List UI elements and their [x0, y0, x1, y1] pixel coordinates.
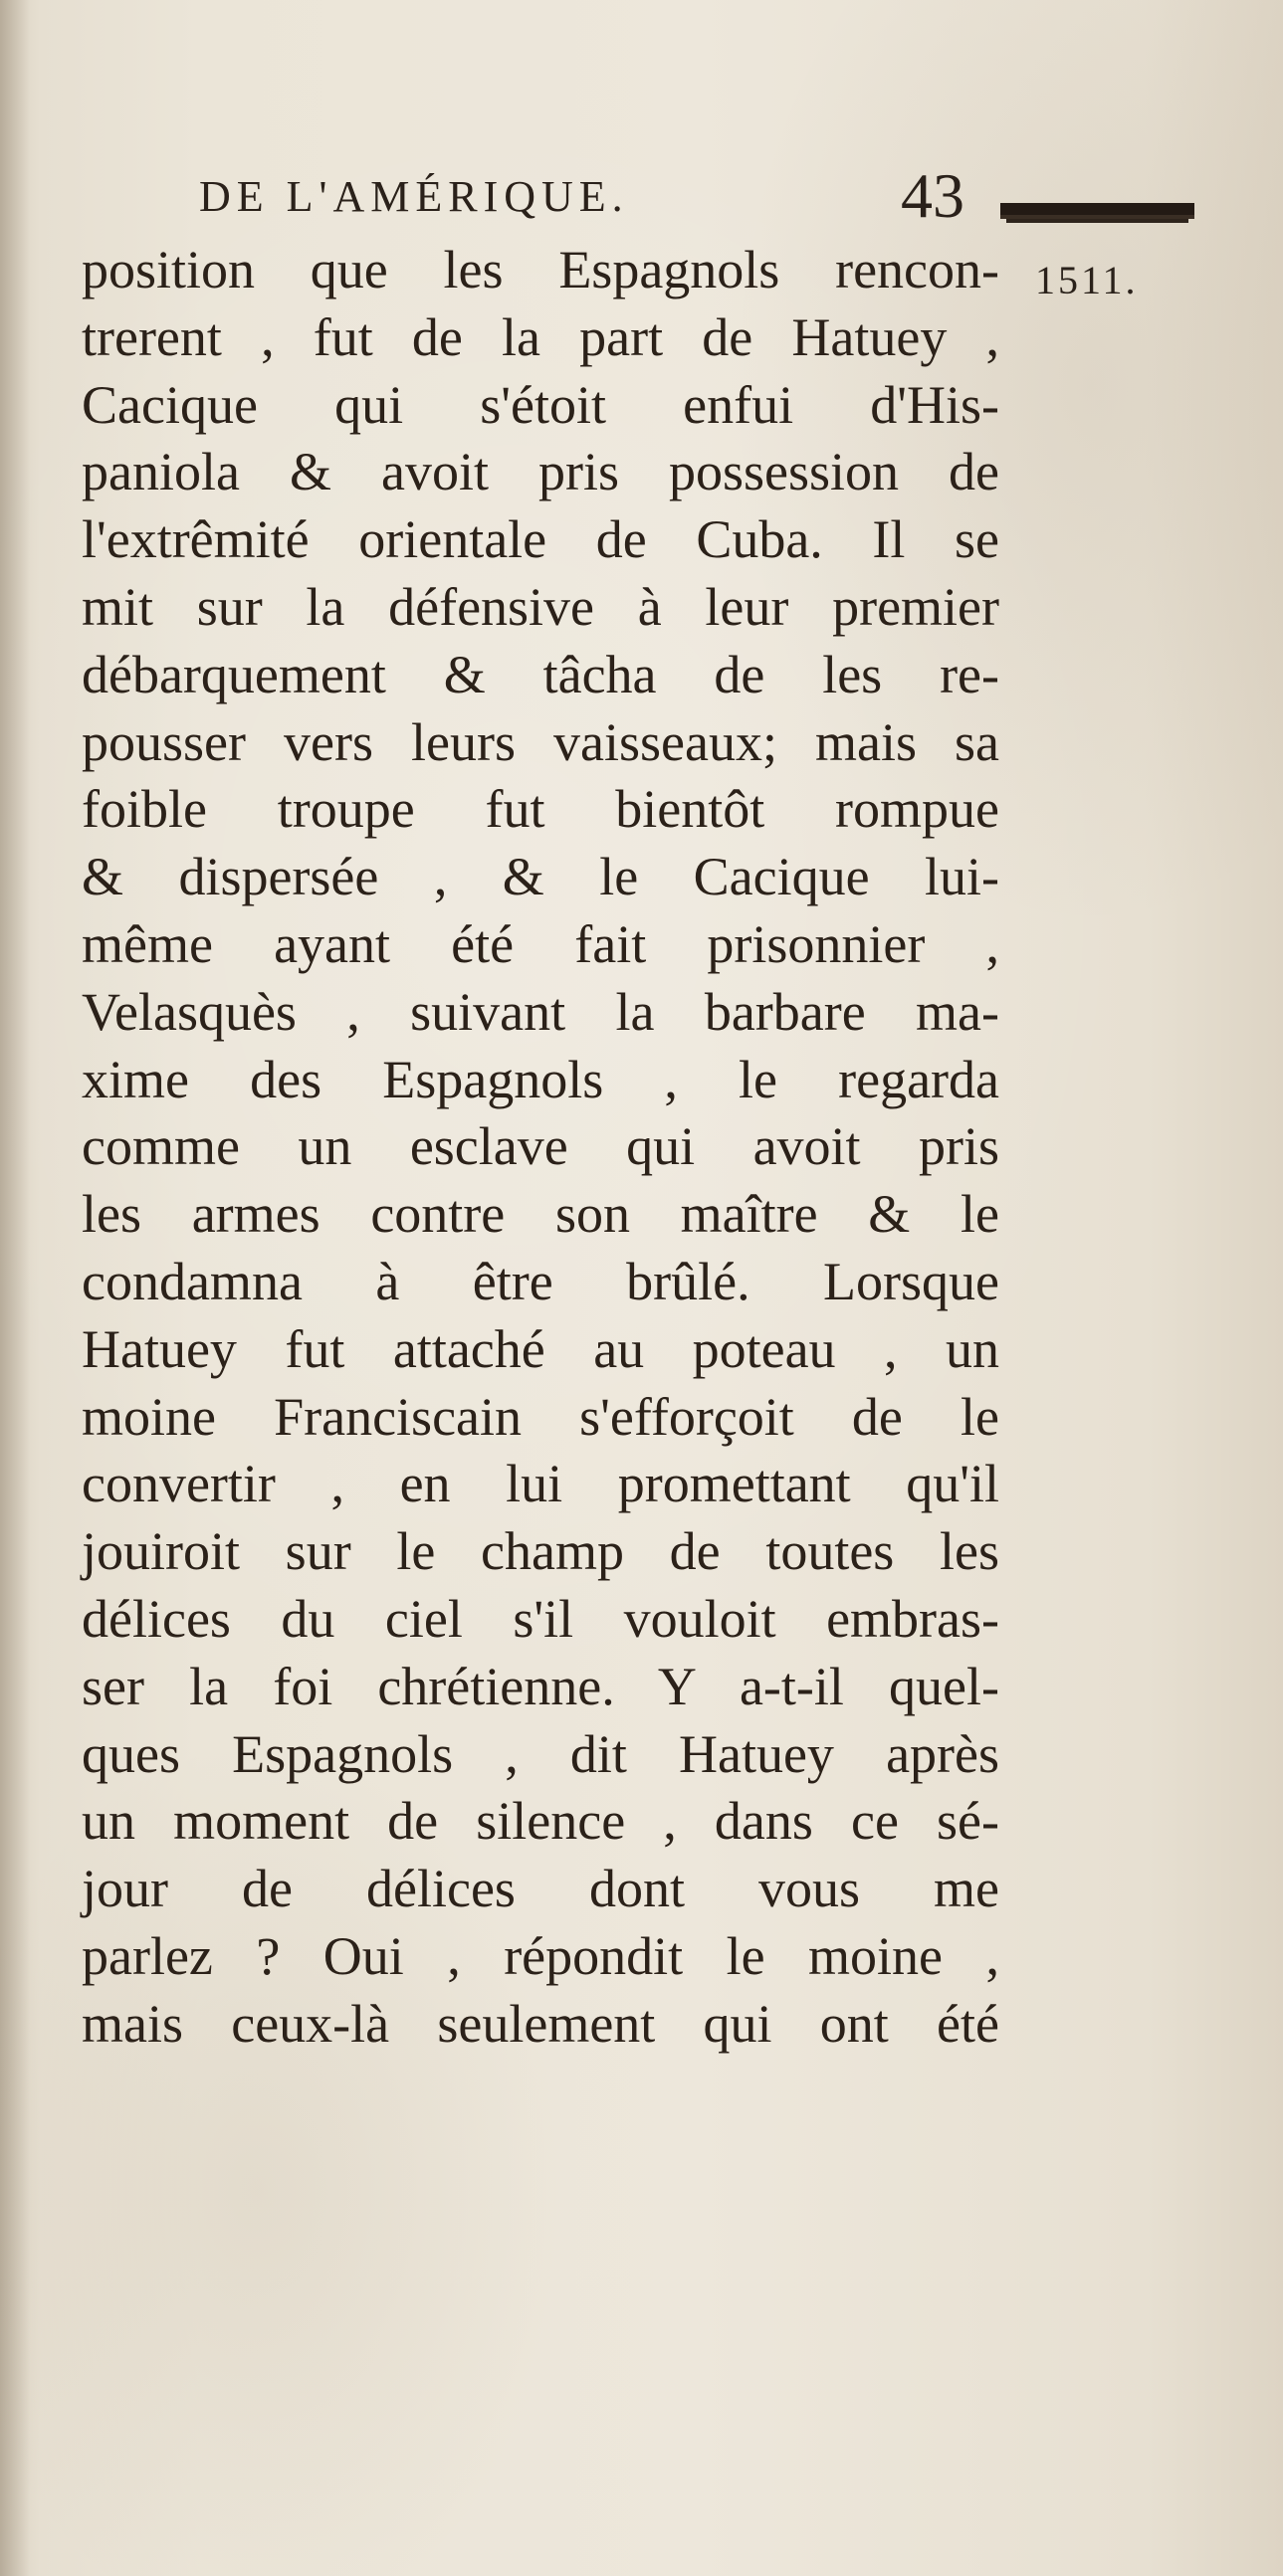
text-line: l'extrêmité orientale de Cuba. Il se	[82, 509, 999, 570]
text-line: parlez ? Oui , répondit le moine ,	[82, 1925, 999, 1986]
text-line: position que les Espagnols rencon-	[82, 240, 999, 299]
text-line: même ayant été fait prisonnier ,	[82, 913, 999, 974]
page-header	[199, 159, 1194, 229]
running-head: DE L'AMÉRIQUE.	[199, 172, 629, 221]
text-line: un moment de silence , dans ce sé-	[82, 1791, 999, 1852]
text-line: foible troupe fut bientôt rompue	[82, 779, 999, 840]
text-line: condamna à être brûlé. Lorsque	[82, 1251, 999, 1311]
text-line: Velasquès , suivant la barbare ma-	[82, 981, 999, 1042]
text-line: jouiroit sur le champ de toutes les	[82, 1521, 999, 1582]
text-line: les armes contre son maître & le	[82, 1184, 999, 1245]
text-line: moine Franciscain s'efforçoit de le	[82, 1386, 999, 1447]
header-rule	[1000, 203, 1194, 219]
text-line: convertir , en lui promettant qu'il	[82, 1454, 999, 1514]
text-line: & dispersée , & le Cacique lui-	[82, 847, 999, 907]
text-line: trerent , fut de la part de Hatuey ,	[82, 306, 999, 367]
text-line: ques Espagnols , dit Hatuey après	[82, 1723, 999, 1784]
margin-year-note: 1511.	[1035, 258, 1139, 302]
gutter-shadow	[0, 0, 30, 2576]
text-line: mit sur la défensive à leur premier	[82, 576, 999, 637]
text-line: pousser vers leurs vaisseaux; mais sa	[82, 711, 999, 772]
text-line: mais ceux-là seulement qui ont été	[82, 1993, 999, 2054]
text-line: débarquement & tâcha de les re-	[82, 644, 999, 704]
text-line: Hatuey fut attaché au poteau , un	[82, 1318, 999, 1379]
text-line: Cacique qui s'étoit enfui d'His-	[82, 374, 999, 435]
text-line: paniola & avoit pris possession de	[82, 442, 999, 502]
text-line: ser la foi chrétienne. Y a-t-il quel-	[82, 1656, 999, 1716]
text-line: délices du ciel s'il vouloit embras-	[82, 1588, 999, 1649]
body-text	[82, 237, 999, 2059]
text-line: jour de délices dont vous me	[82, 1859, 999, 1919]
text-line: comme un esclave qui avoit pris	[82, 1116, 999, 1177]
page-number: 43	[901, 160, 964, 231]
text-line: xime des Espagnols , le regarda	[82, 1049, 999, 1109]
